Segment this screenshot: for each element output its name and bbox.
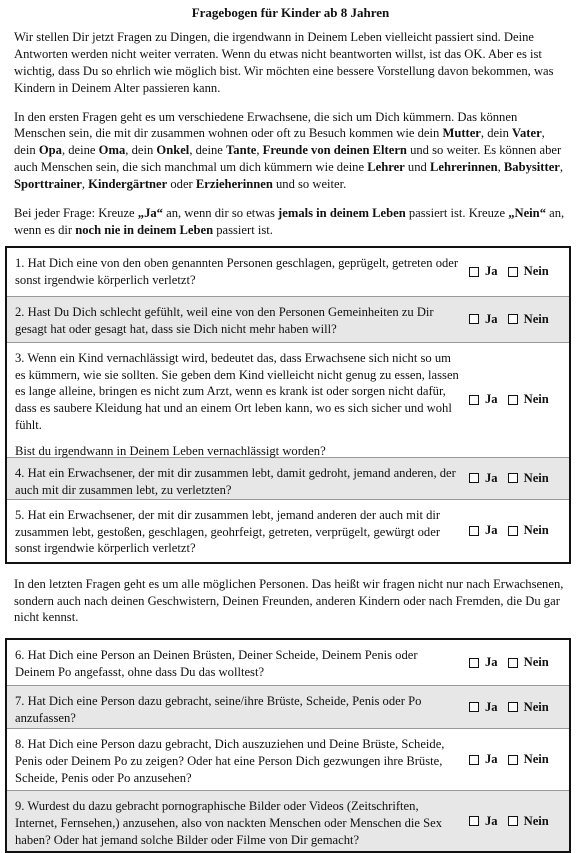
yes-checkbox[interactable] (469, 395, 479, 405)
answer-options (467, 248, 569, 296)
no-checkbox[interactable] (508, 267, 518, 277)
question-subtext: Bist du irgendwann in Deinem Leben vernachlässigt worden? (15, 444, 326, 458)
yes-option: Ja (469, 311, 498, 328)
question-text: 2. Hast Du Dich schlecht gefühlt, weil eine von den Personen Gemeinheiten zu Dir gesagt hat oder gesagt hat, dass sie Dich nicht mehr haben will? (15, 304, 434, 336)
questions-block-1 (5, 246, 571, 564)
yes-checkbox[interactable] (469, 702, 479, 712)
no-checkbox[interactable] (508, 755, 518, 765)
yes-checkbox[interactable] (469, 816, 479, 826)
no-option: Nein (508, 813, 549, 830)
yes-option: Ja (469, 751, 498, 768)
yes-option: Ja (469, 522, 498, 539)
answer-options (467, 686, 569, 728)
yes-checkbox[interactable] (469, 314, 479, 324)
question-text: 8. Hat Dich eine Person dazu gebracht, Dich auszuziehen und Deine Brüste, Scheide, Penis oder Deinem Po zu zeigen? Oder hat eine Person Dich gezwungen ihre Brüste, Scheide, Penis oder Po anzusehen? (15, 737, 445, 785)
answer-options (467, 500, 569, 562)
no-checkbox[interactable] (508, 526, 518, 536)
answer-options (467, 458, 569, 499)
yes-checkbox[interactable] (469, 755, 479, 765)
intro-paragraph: Wir stellen Dir jetzt Fragen zu Dingen, die irgendwann in Deinem Leben vielleicht passiert sind. Deine Antworten werden nicht weiter verraten. Wenn du etwas nicht beantworten willst, ist das OK. Aber es ist wichtig, dass Du so ehrlich wie möglich bist. Wir möchten eine bessere Vorstellung davon bekommen, was Kindern in Deinem Alter passieren kann. (14, 30, 554, 95)
question-row (7, 248, 569, 297)
question-row (7, 297, 569, 343)
answer-options (467, 640, 569, 685)
no-option: Nein (508, 263, 549, 280)
no-option: Nein (508, 522, 549, 539)
no-checkbox[interactable] (508, 395, 518, 405)
no-option: Nein (508, 751, 549, 768)
no-checkbox[interactable] (508, 702, 518, 712)
yes-option: Ja (469, 654, 498, 671)
no-checkbox[interactable] (508, 314, 518, 324)
section-intro-paragraph: In den letzten Fragen geht es um alle möglichen Personen. Das heißt wir fragen nicht nur nach Erwachsenen, sondern auch nach deinen Geschwistern, Deinen Freunden, anderen Kindern oder nach Fremden, die Du gar nicht kennst. (14, 576, 564, 625)
yes-checkbox[interactable] (469, 526, 479, 536)
yes-option: Ja (469, 470, 498, 487)
question-text: 4. Hat ein Erwachsener, der mit dir zusammen lebt, damit gedroht, jemand anderen, der auch mit dir zusammen lebt, zu verletzten? (15, 465, 456, 497)
intro-paragraph: In den ersten Fragen geht es um verschiedene Erwachsene, die sich um Dich kümmern. Das können Menschen sein, die mit dir zusammen wohnen oder oft zu Besuch kommen wie dein Mutter, dein Vater, dein Opa, deine Oma, dein Onkel, deine Tante, Freunde von deinen Eltern und so weiter. Es können aber auch Menschen sein, die sich manchmal um dich kümmern wie deine Lehrer und Lehrerinnen, Babysitter, Sporttrainer, Kindergärtner oder Erzieherinnen und so weiter. (14, 109, 564, 191)
answer-options (467, 297, 569, 342)
no-option: Nein (508, 391, 549, 408)
no-checkbox[interactable] (508, 658, 518, 668)
answer-options (467, 343, 569, 457)
yes-option: Ja (469, 391, 498, 408)
answer-options (467, 791, 569, 851)
yes-checkbox[interactable] (469, 658, 479, 668)
question-text: 3. Wenn ein Kind vernachlässigt wird, bedeutet das, dass Erwachsene sich nicht so um es kümmern, wie sie sollten. Sie geben dem Kind vielleicht nicht genug zu essen, lassen es lange alleine, bringen es nicht zum Arzt, wenn es krank ist oder sorgen nicht dafür, dass es saubere Kleidung hat und an einem Ort leben kann, wo es sich sicher und wohl fühlt. Bist du irgendwann in Deinem Leben vernachlässigt worden? (15, 350, 459, 458)
yes-option: Ja (469, 263, 498, 280)
question-row (7, 640, 569, 686)
no-checkbox[interactable] (508, 816, 518, 826)
question-row (7, 729, 569, 791)
answer-options (467, 729, 569, 790)
question-row (7, 500, 569, 562)
question-text: 5. Hat ein Erwachsener, der mit dir zusammen lebt, jemand anderen der auch mit dir zusammen lebt, gestoßen, geschlagen, geohrfeigt, getreten, verprügelt, gewürgt oder sonst irgendwie körperlich verletzt? (15, 507, 441, 556)
question-row (7, 791, 569, 851)
page-title: Fragebogen für Kinder ab 8 Jahren (191, 5, 390, 20)
question-row (7, 458, 569, 500)
no-option: Nein (508, 654, 549, 671)
no-checkbox[interactable] (508, 473, 518, 483)
question-text: 1. Hat Dich eine von den oben genannten Personen geschlagen, geprügelt, getreten oder sonst irgendwie körperlich verletzt? (15, 255, 459, 287)
question-text: 6. Hat Dich eine Person an Deinen Brüsten, Deiner Scheide, Deinem Penis oder Deinem Po angefasst, ohne dass Du das wolltest? (15, 648, 418, 680)
yes-option: Ja (469, 699, 498, 716)
no-option: Nein (508, 311, 549, 328)
no-option: Nein (508, 699, 549, 716)
question-text: 7. Hat Dich eine Person dazu gebracht, seine/ihre Brüste, Scheide, Penis oder Po anzufassen? (15, 694, 422, 726)
yes-option: Ja (469, 813, 498, 830)
no-option: Nein (508, 470, 549, 487)
instruction-paragraph: Bei jeder Frage: Kreuze „Ja“ an, wenn dir so etwas jemals in deinem Leben passiert ist. Kreuze „Nein“ an, wenn es dir noch nie in deinem Leben passiert ist. (14, 205, 565, 237)
question-row (7, 686, 569, 729)
question-row (7, 343, 569, 458)
yes-checkbox[interactable] (469, 473, 479, 483)
questions-block-2 (5, 638, 571, 853)
yes-checkbox[interactable] (469, 267, 479, 277)
question-text: 9. Wurdest du dazu gebracht pornographische Bilder oder Videos (Zeitschriften, Internet, Fernsehen,) anzusehen, also von nackten Menschen oder Menschen die Sex haben? Oder hat jemand solche Bilder oder Filme von Dir gemacht? (15, 799, 442, 847)
